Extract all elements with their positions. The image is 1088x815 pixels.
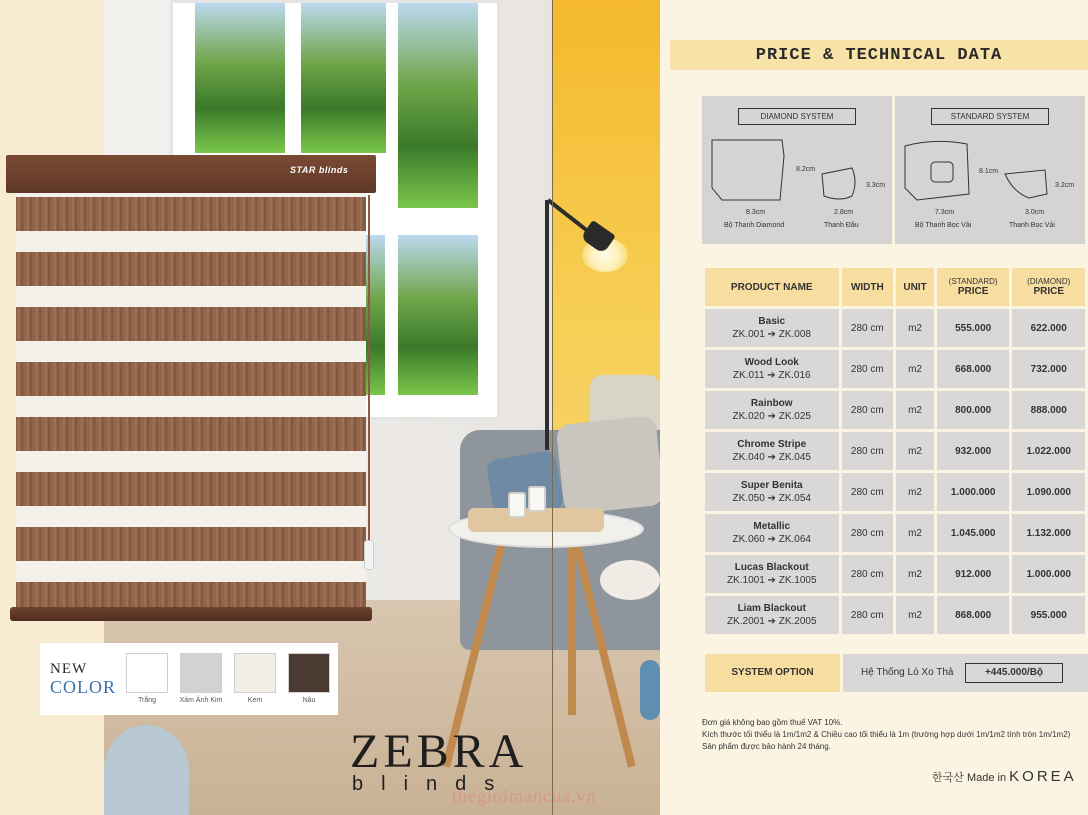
- dim-label: 3.3cm: [866, 182, 886, 189]
- new-label: NEW: [50, 661, 88, 677]
- product-name-cell: [705, 432, 839, 470]
- zebra-blind-product: [6, 155, 376, 625]
- product-name-cell: [705, 514, 839, 552]
- arrow-icon: ➔: [767, 575, 776, 586]
- table-header-row: [705, 268, 1085, 306]
- page-spine: [552, 0, 553, 815]
- diamond-price-cell: 732.000: [1012, 350, 1085, 388]
- product-name-cell: [705, 473, 839, 511]
- blind-fabric: [16, 193, 366, 611]
- blind-cord: [368, 195, 370, 545]
- width-cell: 280 cm: [842, 514, 894, 552]
- table-row: [705, 309, 1085, 347]
- unit-cell: m2: [896, 514, 934, 552]
- system-option-desc: Hệ Thống Lò Xo Thả: [861, 667, 954, 678]
- product-subtitle: blinds: [352, 773, 513, 795]
- table-leg: [568, 545, 576, 715]
- arrow-icon: ➔: [767, 493, 776, 504]
- width-cell: 280 cm: [842, 391, 894, 429]
- price-table: [702, 265, 1088, 637]
- swatch-label: Xám Ánh Kim: [179, 697, 223, 704]
- part-label: Bộ Thanh Diamond: [724, 222, 785, 229]
- product-name: Metallic: [753, 521, 791, 532]
- cord-weight: [364, 540, 374, 570]
- standard-price-cell: 912.000: [937, 555, 1010, 593]
- product-name-cell: [705, 350, 839, 388]
- product-code-range: ZK.011 ➔ ZK.016: [732, 370, 811, 381]
- cup: [528, 486, 546, 512]
- width-cell: 280 cm: [842, 309, 894, 347]
- width-cell: 280 cm: [842, 555, 894, 593]
- product-name: Liam Blackout: [737, 603, 806, 614]
- vase: [640, 660, 660, 720]
- korean-label: 한국산: [932, 772, 964, 784]
- blind-bottom-rail: [10, 607, 372, 621]
- part-label: Bộ Thanh Bọc Vải: [915, 222, 972, 229]
- product-name: Rainbow: [750, 398, 793, 409]
- diamond-price-cell: 622.000: [1012, 309, 1085, 347]
- product-name: Chrome Stripe: [737, 439, 807, 450]
- country-label: KOREA: [1009, 768, 1077, 785]
- unit-cell: m2: [896, 309, 934, 347]
- brand-logo: STAR blinds: [290, 165, 349, 175]
- arrow-icon: ➔: [767, 616, 776, 627]
- unit-cell: m2: [896, 350, 934, 388]
- width-cell: 280 cm: [842, 596, 894, 634]
- dim-label: 7.3cm: [935, 209, 955, 216]
- diamond-price-cell: 888.000: [1012, 391, 1085, 429]
- part-label: Thanh Bọc Vải: [1009, 222, 1055, 229]
- note-line: Kích thước tối thiểu là 1m/1m2 & Chiều cao tối thiểu là 1m (trường hợp dưới 1m/1m2 tính tròn 1m/1m2): [702, 730, 1071, 739]
- product-name: Super Benita: [740, 480, 803, 491]
- product-name-cell: [705, 309, 839, 347]
- stool: [104, 725, 189, 815]
- width-cell: 280 cm: [842, 473, 894, 511]
- diamond-system-diagram: [702, 96, 892, 244]
- table-row: [705, 350, 1085, 388]
- blind-cassette: [6, 155, 376, 193]
- diamond-system-label: DIAMOND SYSTEM: [738, 108, 856, 125]
- product-name-cell: [705, 596, 839, 634]
- width-cell: 280 cm: [842, 350, 894, 388]
- product-code-range: ZK.001 ➔ ZK.008: [732, 329, 811, 340]
- unit-cell: m2: [896, 432, 934, 470]
- dim-label: 2.8cm: [834, 209, 854, 216]
- color-swatch-white: [126, 653, 168, 693]
- price-panel: [660, 0, 1088, 815]
- product-code-range: ZK.040 ➔ ZK.045: [732, 452, 811, 463]
- unit-cell: m2: [896, 473, 934, 511]
- side-table: [600, 560, 660, 600]
- dim-label: 8.1cm: [979, 168, 999, 175]
- arrow-icon: ➔: [767, 329, 776, 340]
- unit-cell: m2: [896, 555, 934, 593]
- table-row: [705, 432, 1085, 470]
- system-option-value: [843, 654, 1088, 692]
- system-option-row: [702, 654, 1088, 692]
- header-product-name: PRODUCT NAME: [705, 268, 839, 306]
- table-row: [705, 391, 1085, 429]
- diamond-price-cell: 1.000.000: [1012, 555, 1085, 593]
- standard-price-cell: 555.000: [937, 309, 1010, 347]
- standard-price-cell: 932.000: [937, 432, 1010, 470]
- note-line: Đơn giá không bao gồm thuế VAT 10%.: [702, 718, 843, 727]
- part-label: Thanh Đầu: [824, 222, 859, 229]
- standard-price-cell: 1.045.000: [937, 514, 1010, 552]
- page-title: PRICE & TECHNICAL DATA: [755, 46, 1003, 65]
- product-name-cell: [705, 555, 839, 593]
- product-name: Basic: [758, 316, 786, 327]
- table-row: [705, 473, 1085, 511]
- standard-price-cell: 668.000: [937, 350, 1010, 388]
- made-in-label: Made in: [966, 772, 1007, 784]
- note-line: Sản phẩm được bảo hành 24 tháng.: [702, 742, 831, 751]
- product-code-range: ZK.1001 ➔ ZK.1005: [726, 575, 817, 586]
- table-row: [705, 555, 1085, 593]
- product-name: Lucas Blackout: [734, 562, 809, 573]
- made-in-korea: [932, 768, 1077, 785]
- standard-price-cell: 800.000: [937, 391, 1010, 429]
- diamond-price-cell: 1.022.000: [1012, 432, 1085, 470]
- color-swatch-cream: [234, 653, 276, 693]
- pillow: [556, 415, 660, 515]
- system-option-label: SYSTEM OPTION: [705, 654, 840, 692]
- swatch-label: Nâu: [302, 697, 316, 704]
- table-row: [705, 514, 1085, 552]
- system-option-price: +445.000/Bộ: [965, 663, 1063, 683]
- arrow-icon: ➔: [767, 534, 776, 545]
- notes: [702, 717, 1082, 753]
- color-swatch-grey: [180, 653, 222, 693]
- product-code-range: ZK.050 ➔ ZK.054: [732, 493, 811, 504]
- standard-price-cell: 1.000.000: [937, 473, 1010, 511]
- dim-label: 8.2cm: [796, 166, 816, 173]
- header-width: WIDTH: [842, 268, 894, 306]
- dim-label: 3.2cm: [1055, 182, 1075, 189]
- arrow-icon: ➔: [767, 370, 776, 381]
- color-swatch-brown: [288, 653, 330, 693]
- standard-system-label: STANDARD SYSTEM: [931, 108, 1049, 125]
- arrow-icon: ➔: [767, 452, 776, 463]
- product-title: ZEBRA: [350, 725, 528, 778]
- header-unit: UNIT: [896, 268, 934, 306]
- diamond-price-cell: 1.132.000: [1012, 514, 1085, 552]
- table-row: [705, 596, 1085, 634]
- width-cell: 280 cm: [842, 432, 894, 470]
- arrow-icon: ➔: [767, 411, 776, 422]
- product-name: Wood Look: [744, 357, 799, 368]
- diamond-price-cell: 955.000: [1012, 596, 1085, 634]
- new-color-panel: [40, 643, 338, 715]
- header-diamond-price: (DIAMOND) PRICE: [1012, 268, 1085, 306]
- standard-price-cell: 868.000: [937, 596, 1010, 634]
- watermark: thegioimancua.vn: [452, 786, 597, 806]
- product-code-range: ZK.060 ➔ ZK.064: [732, 534, 811, 545]
- heading-bar: [670, 40, 1088, 70]
- color-label: COLOR: [50, 677, 117, 697]
- dim-label: 8.3cm: [746, 209, 766, 216]
- header-standard-price: (STANDARD) PRICE: [937, 268, 1010, 306]
- swatch-label: Kem: [247, 697, 263, 704]
- floor-lamp: [545, 200, 549, 450]
- product-code-range: ZK.020 ➔ ZK.025: [732, 411, 811, 422]
- standard-system-diagram: [895, 96, 1085, 244]
- unit-cell: m2: [896, 391, 934, 429]
- unit-cell: m2: [896, 596, 934, 634]
- diamond-price-cell: 1.090.000: [1012, 473, 1085, 511]
- product-name-cell: [705, 391, 839, 429]
- dim-label: 3.0cm: [1025, 209, 1045, 216]
- cup: [508, 492, 526, 518]
- swatch-label: Trắng: [137, 697, 157, 704]
- product-code-range: ZK.2001 ➔ ZK.2005: [726, 616, 817, 627]
